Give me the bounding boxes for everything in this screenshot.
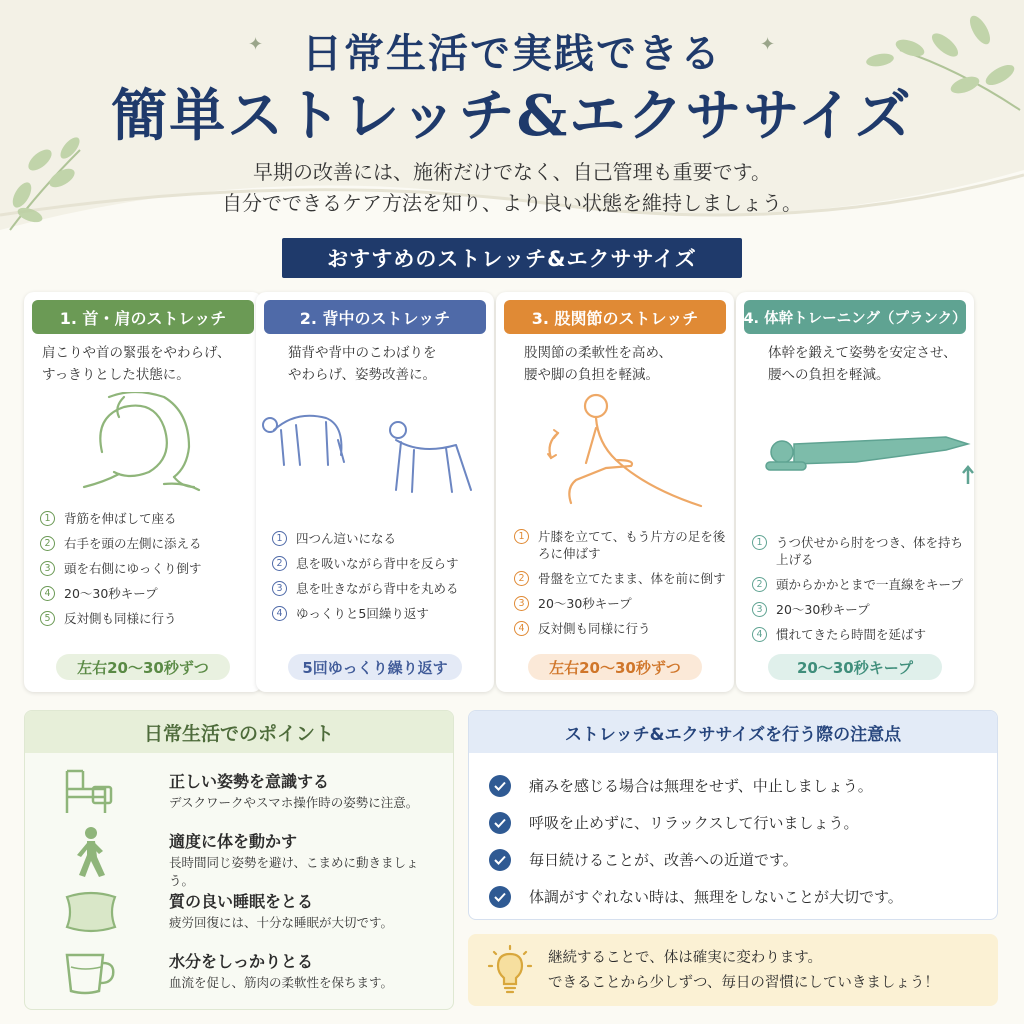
card-description-line: 腰への負担を軽減。 [768, 367, 890, 383]
point-title: 正しい姿勢を意識する [169, 772, 330, 791]
stretch-card-back [256, 292, 494, 692]
card-description [288, 342, 482, 386]
step-item: 4 反対側も同様に行う [514, 620, 726, 637]
check-icon [489, 812, 511, 834]
duration-badge: 20〜30秒キープ [768, 654, 942, 680]
card-description-line: 体幹を鍛えて姿勢を安定させ、 [768, 345, 957, 361]
step-item: 1 うつ伏せから肘をつき、体を持ち上げる [752, 534, 966, 568]
point-item [61, 765, 443, 825]
cat-cow-illustration [256, 400, 494, 510]
point-item [61, 945, 443, 1005]
check-icon [489, 886, 511, 908]
caution-item: 体調がすぐれない時は、無理をしないことが大切です。 [489, 878, 987, 915]
step-item: 2 息を吸いながら背中を反らす [272, 555, 486, 572]
stretch-card-hip [496, 292, 734, 692]
card-description-line: すっきりとした状態に。 [42, 367, 190, 383]
caution-item: 呼吸を止めずに、リラックスして行いましょう。 [489, 804, 987, 841]
point-description: 血流を促し、筋肉の柔軟性を保ちます。 [169, 975, 394, 990]
plank-illustration [736, 422, 974, 492]
point-title: 水分をしっかりとる [169, 952, 314, 971]
card-description-line: 腰や脚の負担を軽減。 [524, 367, 659, 383]
card-description [42, 342, 250, 386]
point-description: 疲労回復には、十分な睡眠が大切です。 [169, 915, 394, 930]
card-description-line: 股関節の柔軟性を高め、 [524, 345, 672, 361]
point-description: 長時間同じ姿勢を避け、こまめに動きましょう。 [169, 855, 419, 888]
point-item [61, 825, 443, 888]
tip-text [548, 946, 939, 996]
step-item: 3 20〜30秒キープ [752, 601, 966, 618]
panel-title: 日常生活でのポイント [25, 711, 453, 753]
step-item: 4 慣れてきたら時間を延ばす [752, 626, 966, 643]
step-item: 1 四つん這いになる [272, 530, 486, 547]
card-title: 4. 体幹トレーニング（プランク） [744, 300, 966, 334]
check-icon [489, 775, 511, 797]
step-item: 2 頭からかかとまで一直線をキープ [752, 576, 966, 593]
chair-icon [61, 765, 121, 819]
step-item: 3 頭を右側にゆっくり倒す [40, 560, 254, 577]
duration-badge: 左右20〜30秒ずつ [528, 654, 702, 680]
caution-item: 毎日続けることが、改善への近道です。 [489, 841, 987, 878]
tip-text-line: できることから少しずつ、毎日の習慣にしていきましょう！ [548, 975, 939, 991]
hip-stretch-illustration [496, 388, 734, 518]
duration-badge: 左右20〜30秒ずつ [56, 654, 230, 680]
card-description-line: 猫背や背中のこわばりを [288, 345, 437, 361]
step-item: 2 骨盤を立てたまま、体を前に倒す [514, 570, 726, 587]
stretch-card-neck [24, 292, 262, 692]
daily-points-panel [24, 710, 454, 1010]
step-item: 3 20〜30秒キープ [514, 595, 726, 612]
pillow-icon [61, 885, 121, 939]
caution-list [489, 767, 987, 915]
caution-item: 痛みを感じる場合は無理をせず、中止しましょう。 [489, 767, 987, 804]
card-description [524, 342, 722, 386]
step-item: 3 息を吐きながら背中を丸める [272, 580, 486, 597]
point-title: 適度に体を動かす [169, 832, 298, 851]
cup-icon [61, 945, 121, 999]
stretch-card-core [736, 292, 974, 692]
step-list [272, 530, 486, 630]
point-title: 質の良い睡眠をとる [169, 892, 314, 911]
neck-stretch-illustration [24, 392, 262, 502]
step-item: 1 片膝を立てて、もう片方の足を後ろに伸ばす [514, 528, 726, 562]
step-item: 2 右手を頭の左側に添える [40, 535, 254, 552]
step-list [40, 510, 254, 635]
card-title: 2. 背中のストレッチ [264, 300, 486, 334]
section-title: おすすめのストレッチ&エクササイズ [282, 238, 742, 278]
tip-text-line: 継続することで、体は確実に変わります。 [548, 950, 823, 966]
point-description: デスクワークやスマホ操作時の姿勢に注意。 [169, 795, 419, 810]
walking-icon [61, 825, 121, 879]
card-description [768, 342, 962, 386]
sparkle-icon: ✦ [248, 34, 264, 55]
lightbulb-icon [486, 944, 534, 996]
card-description-line: 肩こりや首の緊張をやわらげ、 [42, 345, 231, 361]
intro-text-line2: 自分でできるケア方法を知り、より良い状態を維持しましょう。 [222, 191, 802, 215]
card-title: 1. 首・肩のストレッチ [32, 300, 254, 334]
cautions-panel [468, 710, 998, 920]
duration-badge: 5回ゆっくり繰り返す [288, 654, 462, 680]
page-title-line1: 日常生活で実践できる [302, 30, 722, 77]
panel-title: ストレッチ&エクササイズを行う際の注意点 [469, 711, 997, 753]
page-title-line2: 簡単ストレッチ&エクササイズ [111, 83, 913, 149]
step-item: 1 背筋を伸ばして座る [40, 510, 254, 527]
check-icon [489, 849, 511, 871]
step-item: 4 20〜30秒キープ [40, 585, 254, 602]
card-title: 3. 股関節のストレッチ [504, 300, 726, 334]
step-list [514, 528, 726, 645]
step-list [752, 534, 966, 651]
card-description-line: やわらげ、姿勢改善に。 [288, 367, 436, 383]
step-item: 5 反対側も同様に行う [40, 610, 254, 627]
tip-box [468, 934, 998, 1006]
intro-text-line1: 早期の改善には、施術だけでなく、自己管理も重要です。 [253, 160, 771, 184]
sparkle-icon: ✦ [760, 34, 776, 55]
point-item [61, 885, 443, 945]
step-item: 4 ゆっくりと5回繰り返す [272, 605, 486, 622]
